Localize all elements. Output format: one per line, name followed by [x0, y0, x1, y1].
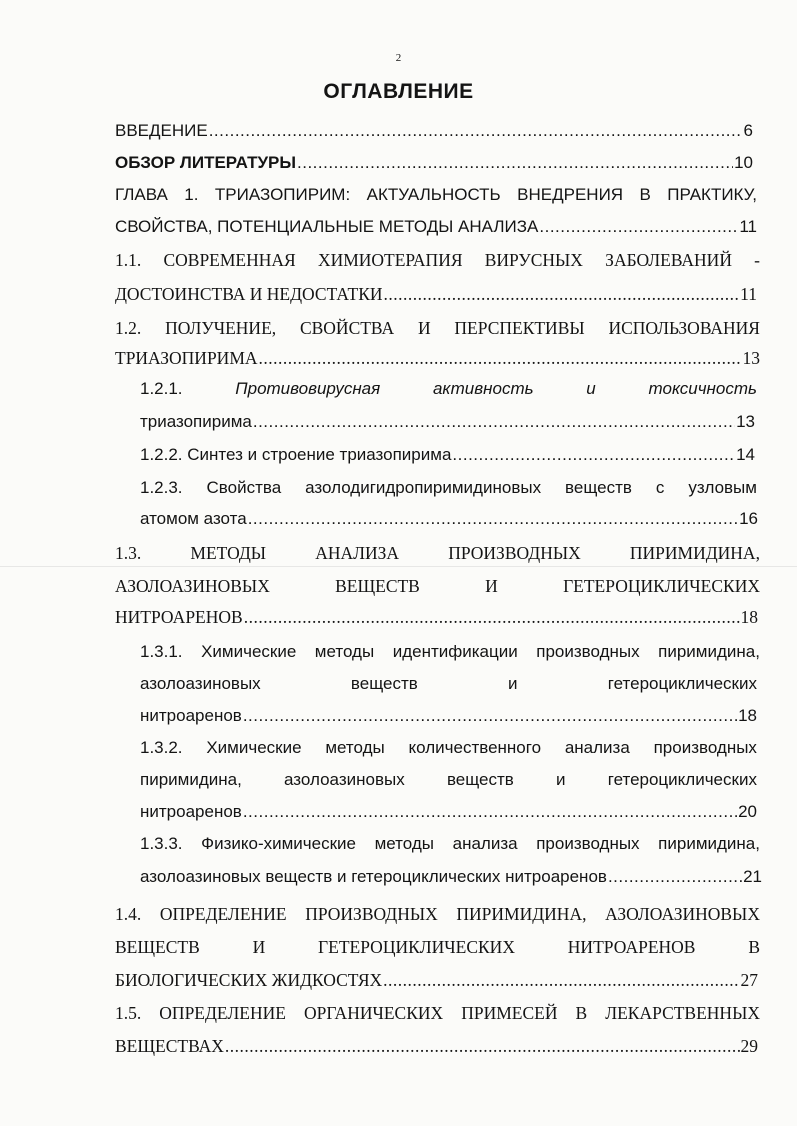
toc-word: ГЕТЕРОЦИКЛИЧЕСКИХ — [563, 576, 760, 596]
toc-entry-text: НИТРОАРЕНОВ — [115, 607, 243, 627]
toc-word: производных — [536, 642, 640, 661]
toc-word: Химические — [206, 738, 302, 757]
toc-entry-text: нитроаренов — [140, 706, 242, 725]
toc-leader-dots — [297, 151, 733, 175]
toc-word: В — [748, 937, 760, 957]
toc-word: гетероциклических — [607, 770, 757, 789]
toc-entry-1-1-line-1[interactable] — [115, 248, 760, 272]
toc-leader-dots — [225, 1034, 740, 1058]
toc-leader-dots — [383, 968, 739, 992]
toc-page-number: 13 — [742, 348, 760, 368]
toc-word: СВОЙСТВА — [299, 318, 395, 338]
toc-leader-dots — [243, 800, 737, 824]
toc-word: веществ — [350, 674, 418, 693]
toc-word: методы — [374, 834, 435, 853]
toc-leader-dots — [452, 443, 735, 467]
toc-page-number: 13 — [736, 412, 755, 431]
toc-entry-1-3-1-line-2[interactable] — [140, 672, 757, 696]
toc-entry-text: азолоазиновых веществ и гетероциклических нитроаренов — [140, 867, 607, 886]
toc-entry-chapter-1-line-2[interactable] — [115, 215, 757, 239]
toc-entry-1-2-line-2[interactable] — [115, 346, 760, 370]
toc-page-number: 29 — [740, 1036, 758, 1056]
toc-word: ГЕТЕРОЦИКЛИЧЕСКИХ — [318, 937, 515, 957]
toc-word: ПРИМЕСЕЙ — [461, 1003, 558, 1023]
toc-entry-1-4-line-1[interactable] — [115, 902, 760, 926]
toc-entry-text: ТРИАЗОПИРИМА — [115, 348, 258, 368]
toc-word: пиримидина, — [140, 770, 242, 789]
toc-entry-text: ОБЗОР ЛИТЕРАТУРЫ — [115, 153, 297, 172]
toc-word: активность — [432, 379, 534, 398]
toc-page-number: 11 — [740, 284, 757, 304]
toc-word: ПИРИМИДИНА, — [629, 543, 760, 563]
toc-word: АКТУАЛЬНОСТЬ — [366, 185, 501, 204]
toc-word: Физико-химические — [201, 834, 356, 853]
toc-entry-1-3-2-line-3[interactable] — [140, 800, 757, 824]
toc-word: ТРИАЗОПИРИМ: — [214, 185, 351, 204]
toc-word: и — [508, 674, 518, 693]
toc-entry-1-2-3-line-2[interactable] — [140, 507, 758, 531]
toc-entry-1-2-1-line-1[interactable] — [140, 377, 757, 401]
toc-word: и — [556, 770, 566, 789]
toc-page-number: 27 — [740, 970, 758, 990]
toc-entry-1-2-1-line-2[interactable] — [140, 410, 755, 434]
toc-entry-1-3-2-line-2[interactable] — [140, 768, 757, 792]
toc-page-number: 10 — [734, 153, 753, 172]
toc-word: 1.3. — [115, 543, 142, 563]
toc-entry-1-3-line-1[interactable] — [115, 541, 760, 565]
toc-leader-dots — [539, 215, 738, 239]
toc-entry-1-5-line-1[interactable] — [115, 1001, 760, 1025]
toc-entry-1-5-line-2[interactable] — [115, 1034, 758, 1058]
toc-leader-dots — [259, 346, 742, 370]
toc-page-number: 14 — [736, 445, 755, 464]
toc-word: ОПРЕДЕЛЕНИЕ — [159, 1003, 286, 1023]
toc-entry-text: ВЕЩЕСТВАХ — [115, 1036, 224, 1056]
toc-entry-1-3-1-line-1[interactable] — [140, 640, 760, 664]
toc-word: НИТРОАРЕНОВ — [567, 937, 696, 957]
toc-page-number: 18 — [738, 706, 757, 725]
toc-word: токсичность — [648, 379, 757, 398]
toc-word: ОПРЕДЕЛЕНИЕ — [159, 904, 287, 924]
toc-entry-1-3-3-line-2[interactable] — [140, 865, 762, 889]
toc-word: азолоазиновых — [140, 674, 261, 693]
toc-word: веществ — [565, 478, 632, 497]
toc-word: ГЛАВА — [115, 185, 168, 204]
toc-word: СОВРЕМЕННАЯ — [163, 250, 296, 270]
toc-leader-dots — [248, 507, 738, 531]
toc-entry-text: триазопирима — [140, 412, 252, 431]
toc-word: азолодигидропиримидиновых — [305, 478, 542, 497]
toc-word: 1.1. — [115, 250, 142, 270]
toc-word: МЕТОДЫ — [190, 543, 267, 563]
toc-entry-text: нитроаренов — [140, 802, 242, 821]
toc-page-number: 18 — [740, 607, 758, 627]
toc-word: производных — [536, 834, 640, 853]
toc-word: 1.2.1. — [140, 379, 183, 398]
toc-entry-text: атомом азота — [140, 509, 247, 528]
toc-word: ПОЛУЧЕНИЕ, — [165, 318, 277, 338]
toc-word: 1.3.2. — [140, 738, 183, 757]
toc-page-number: 21 — [743, 867, 762, 886]
toc-entry-1-2-2[interactable] — [140, 443, 755, 467]
toc-word: ИСПОЛЬЗОВАНИЯ — [608, 318, 760, 338]
toc-entry-1-3-line-2[interactable] — [115, 574, 760, 598]
toc-word: азолоазиновых — [284, 770, 405, 789]
toc-word: 1. — [184, 185, 199, 204]
toc-page-number: 6 — [743, 121, 753, 140]
toc-word: 1.5. — [115, 1003, 142, 1023]
page-number: 2 — [395, 52, 402, 64]
toc-word: ХИМИОТЕРАПИЯ — [317, 250, 463, 270]
toc-word: идентификации — [392, 642, 518, 661]
toc-word: гетероциклических — [607, 674, 757, 693]
toc-word: - — [754, 250, 760, 270]
toc-word: ПРОИЗВОДНЫХ — [448, 543, 581, 563]
toc-word: ПРАКТИКУ, — [667, 185, 757, 204]
toc-word: количественного — [408, 738, 542, 757]
toc-entry-literature-review[interactable] — [115, 151, 753, 175]
toc-leader-dots — [244, 605, 740, 629]
toc-entry-text: ДОСТОИНСТВА И НЕДОСТАТКИ — [115, 284, 383, 304]
toc-word: ПЕРСПЕКТИВЫ — [454, 318, 585, 338]
toc-word: ВИРУСНЫХ — [484, 250, 583, 270]
toc-entry-1-3-3-line-1[interactable] — [140, 832, 760, 856]
toc-entry-1-3-1-line-3[interactable] — [140, 704, 757, 728]
toc-word: В — [639, 185, 651, 204]
toc-leader-dots — [209, 119, 743, 143]
toc-word: методы — [314, 642, 375, 661]
toc-leader-dots — [384, 282, 740, 306]
toc-entry-text: 1.2.2. Синтез и строение триазопирима — [140, 445, 452, 464]
toc-word: ВЕЩЕСТВ — [115, 937, 200, 957]
toc-word: В — [575, 1003, 588, 1023]
toc-word: и — [586, 379, 596, 398]
toc-word: Противовирусная — [235, 379, 381, 398]
toc-entry-text: ВВЕДЕНИЕ — [115, 121, 208, 140]
toc-word: АЗОЛОАЗИНОВЫХ — [115, 576, 270, 596]
toc-word: веществ — [446, 770, 514, 789]
toc-word: ПРОИЗВОДНЫХ — [305, 904, 438, 924]
toc-word: узловым — [688, 478, 757, 497]
toc-word: ОРГАНИЧЕСКИХ — [303, 1003, 444, 1023]
toc-word: 1.4. — [115, 904, 142, 924]
toc-entry-1-3-line-3[interactable] — [115, 605, 758, 629]
toc-leader-dots — [608, 865, 742, 889]
toc-word: с — [655, 478, 665, 497]
toc-word: анализа — [564, 738, 630, 757]
toc-entry-1-4-line-3[interactable] — [115, 968, 758, 992]
toc-entry-intro[interactable] — [115, 119, 753, 143]
toc-entry-1-2-line-1[interactable] — [115, 316, 760, 340]
toc-word: 1.2.3. — [140, 478, 183, 497]
toc-word: Свойства — [206, 478, 282, 497]
toc-word: производных — [653, 738, 757, 757]
toc-word: ВНЕДРЕНИЯ — [517, 185, 624, 204]
toc-page-number: 16 — [739, 509, 758, 528]
page-title: ОГЛАВЛЕНИЕ — [323, 80, 474, 103]
toc-leader-dots — [253, 410, 735, 434]
toc-word: анализа — [452, 834, 518, 853]
toc-word: 1.3.3. — [140, 834, 183, 853]
toc-page-number: 11 — [739, 217, 757, 236]
toc-page-number: 20 — [738, 802, 757, 821]
toc-entry-1-2-3-line-1[interactable] — [140, 476, 757, 500]
toc-entry-1-3-2-line-1[interactable] — [140, 736, 757, 760]
toc-word: методы — [325, 738, 385, 757]
toc-word: пиримидина, — [658, 834, 760, 853]
toc-word: ЛЕКАРСТВЕННЫХ — [605, 1003, 760, 1023]
toc-word: 1.2. — [115, 318, 142, 338]
toc-word: пиримидина, — [658, 642, 760, 661]
toc-entry-chapter-1-line-1[interactable] — [115, 183, 757, 207]
toc-entry-1-4-line-2[interactable] — [115, 935, 760, 959]
toc-entry-1-1-line-2[interactable] — [115, 282, 757, 306]
toc-entry-text: БИОЛОГИЧЕСКИХ ЖИДКОСТЯХ — [115, 970, 383, 990]
toc-word: АЗОЛОАЗИНОВЫХ — [605, 904, 760, 924]
toc-word: Химические — [201, 642, 297, 661]
toc-word: И — [252, 937, 266, 957]
toc-word: АНАЛИЗА — [315, 543, 400, 563]
toc-word: И — [417, 318, 431, 338]
toc-word: ЗАБОЛЕВАНИЙ — [605, 250, 732, 270]
toc-leader-dots — [243, 704, 737, 728]
toc-word: 1.3.1. — [140, 642, 183, 661]
toc-word: ВЕЩЕСТВ — [335, 576, 420, 596]
toc-word: И — [485, 576, 498, 596]
toc-word: ПИРИМИДИНА, — [456, 904, 587, 924]
toc-entry-text: СВОЙСТВА, ПОТЕНЦИАЛЬНЫЕ МЕТОДЫ АНАЛИЗА — [115, 217, 539, 236]
